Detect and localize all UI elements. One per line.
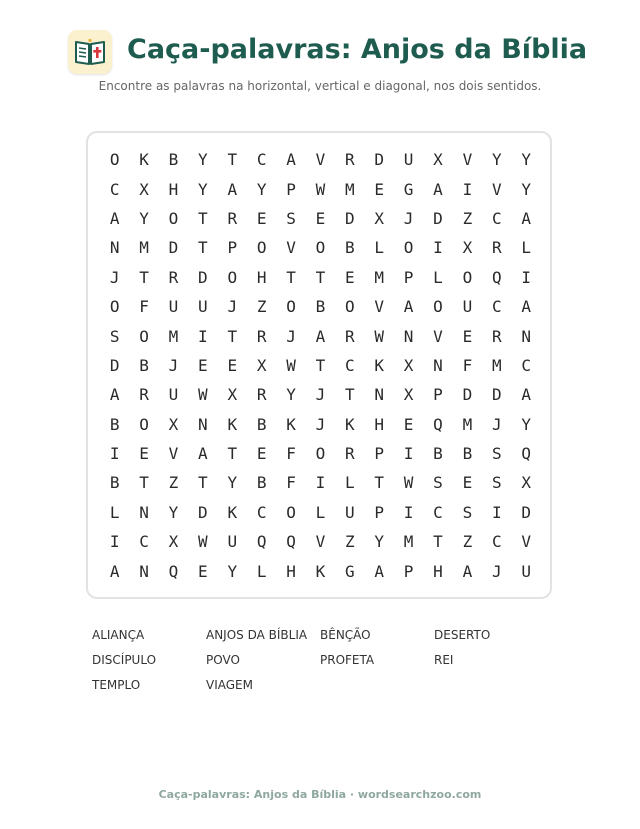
grid-cell[interactable]: U <box>521 561 531 581</box>
grid-cell[interactable]: K <box>286 414 296 434</box>
grid-cell[interactable]: A <box>109 208 120 228</box>
grid-cell[interactable]: Z <box>462 532 473 552</box>
grid-cell[interactable]: V <box>315 532 326 552</box>
grid-cell[interactable]: E <box>198 561 208 581</box>
grid-cell[interactable]: Y <box>521 414 531 434</box>
grid-cell[interactable]: H <box>433 561 443 581</box>
grid-cell[interactable]: F <box>462 355 473 375</box>
grid-cell[interactable]: Y <box>286 385 296 405</box>
grid-cell[interactable]: V <box>433 326 443 346</box>
grid-cell[interactable]: V <box>315 150 326 170</box>
grid-cell[interactable]: P <box>403 267 414 287</box>
grid-cell[interactable]: E <box>315 208 326 228</box>
grid-cell[interactable]: X <box>403 385 414 405</box>
grid-cell[interactable]: B <box>168 150 179 170</box>
word-list-item: VIAGEM <box>206 678 253 692</box>
grid-cell[interactable]: G <box>345 561 355 581</box>
grid-cell[interactable]: N <box>433 355 443 375</box>
grid-cell[interactable]: B <box>345 238 355 258</box>
grid-cell[interactable]: A <box>433 179 443 199</box>
grid-cell[interactable]: L <box>256 561 267 581</box>
grid-cell[interactable]: D <box>521 502 531 522</box>
grid-cell[interactable]: N <box>198 414 208 434</box>
grid-cell[interactable]: Y <box>227 561 238 581</box>
letter-grid <box>100 145 540 585</box>
grid-cell[interactable]: C <box>345 355 355 375</box>
grid-cell[interactable]: N <box>403 326 414 346</box>
grid-cell[interactable]: H <box>374 414 385 434</box>
grid-cell[interactable]: U <box>462 297 473 317</box>
grid-cell[interactable]: I <box>433 238 443 258</box>
grid-cell[interactable]: X <box>139 179 149 199</box>
grid-cell[interactable]: Q <box>168 561 179 581</box>
grid-cell[interactable]: R <box>256 326 267 346</box>
grid-cell[interactable]: J <box>315 385 326 405</box>
grid-cell[interactable]: T <box>227 444 238 464</box>
grid-cell[interactable]: R <box>168 267 179 287</box>
grid-cell[interactable]: Y <box>521 179 531 199</box>
grid-cell[interactable]: A <box>403 297 414 317</box>
grid-cell[interactable]: C <box>256 502 267 522</box>
grid-cell[interactable]: A <box>374 561 385 581</box>
grid-cell[interactable]: B <box>109 414 120 434</box>
grid-cell[interactable]: A <box>286 150 296 170</box>
grid-cell[interactable]: K <box>315 561 326 581</box>
grid-cell[interactable]: L <box>345 473 355 493</box>
grid-cell[interactable]: Y <box>374 532 385 552</box>
grid-cell[interactable]: M <box>345 179 355 199</box>
grid-cell[interactable]: A <box>521 385 531 405</box>
grid-cell[interactable]: D <box>462 385 473 405</box>
grid-cell[interactable]: E <box>403 414 414 434</box>
grid-cell[interactable]: V <box>491 179 502 199</box>
grid-cell[interactable]: B <box>433 444 443 464</box>
grid-cell[interactable]: B <box>315 297 326 317</box>
grid-cell[interactable]: S <box>491 444 502 464</box>
grid-cell[interactable]: J <box>227 297 238 317</box>
grid-cell[interactable]: E <box>374 179 385 199</box>
grid-cell[interactable]: D <box>345 208 355 228</box>
grid-cell[interactable]: S <box>462 502 473 522</box>
grid-cell[interactable]: S <box>286 208 296 228</box>
header <box>0 28 640 76</box>
grid-cell[interactable]: C <box>139 532 149 552</box>
grid-cell[interactable]: P <box>433 385 443 405</box>
grid-cell[interactable]: X <box>462 238 473 258</box>
open-bible-icon <box>74 38 106 66</box>
grid-cell[interactable]: H <box>286 561 296 581</box>
grid-cell[interactable]: I <box>403 502 414 522</box>
logo <box>68 30 112 74</box>
grid-cell[interactable]: V <box>168 444 179 464</box>
grid-cell[interactable]: O <box>168 208 179 228</box>
footer: Caça-palavras: Anjos da Bíblia · wordsearchzoo.com <box>158 788 482 801</box>
grid-cell[interactable]: K <box>345 414 355 434</box>
grid-cell[interactable]: L <box>315 502 326 522</box>
grid-cell[interactable]: T <box>286 267 296 287</box>
grid-cell[interactable]: C <box>491 297 502 317</box>
grid-cell[interactable]: A <box>227 179 238 199</box>
grid-cell[interactable]: D <box>198 502 208 522</box>
grid-cell[interactable]: J <box>168 355 179 375</box>
grid-cell[interactable]: W <box>286 355 296 375</box>
grid-cell[interactable]: O <box>139 414 149 434</box>
grid-cell[interactable]: N <box>139 502 149 522</box>
grid-cell[interactable]: O <box>286 297 296 317</box>
grid-cell[interactable]: E <box>139 444 149 464</box>
grid-cell[interactable]: X <box>521 473 531 493</box>
word-list-item: TEMPLO <box>92 678 141 692</box>
grid-cell[interactable]: O <box>227 267 238 287</box>
grid-cell[interactable]: R <box>345 150 355 170</box>
grid-cell[interactable]: S <box>109 326 120 346</box>
grid-cell[interactable]: Q <box>256 532 267 552</box>
grid-cell[interactable]: N <box>374 385 385 405</box>
grid-cell[interactable]: P <box>286 179 296 199</box>
grid-cell[interactable]: Y <box>227 473 238 493</box>
grid-cell[interactable]: C <box>521 355 531 375</box>
grid-cell[interactable]: O <box>256 238 267 258</box>
grid-cell[interactable]: C <box>433 502 443 522</box>
grid-cell[interactable]: Y <box>198 179 208 199</box>
word-list-item: PROFETA <box>320 653 375 667</box>
grid-cell[interactable]: U <box>168 297 179 317</box>
grid-cell[interactable]: A <box>521 297 531 317</box>
grid-cell[interactable]: N <box>139 561 149 581</box>
grid-cell[interactable]: T <box>345 385 355 405</box>
grid-cell[interactable]: O <box>403 238 414 258</box>
grid-cell[interactable]: T <box>374 473 385 493</box>
grid-cell[interactable]: B <box>139 355 149 375</box>
grid-cell[interactable]: E <box>462 326 473 346</box>
grid-cell[interactable]: U <box>198 297 208 317</box>
grid-cell[interactable]: L <box>521 238 531 258</box>
grid-cell[interactable]: T <box>433 532 443 552</box>
grid-cell[interactable]: B <box>256 414 267 434</box>
word-list-item: ANJOS DA BÍBLIA <box>206 628 308 642</box>
grid-cell[interactable]: Y <box>168 502 179 522</box>
grid-cell[interactable]: R <box>491 326 502 346</box>
word-list-item: ALIANÇA <box>92 628 145 642</box>
grid-cell[interactable]: X <box>433 150 443 170</box>
grid-cell[interactable]: W <box>315 179 326 199</box>
word-list <box>92 628 552 692</box>
grid-cell[interactable]: X <box>374 208 385 228</box>
grid-cell[interactable]: X <box>256 355 267 375</box>
grid-cell[interactable]: V <box>462 150 473 170</box>
grid-cell[interactable]: E <box>256 444 267 464</box>
grid-cell[interactable]: I <box>109 444 120 464</box>
grid-cell[interactable]: I <box>403 444 414 464</box>
grid-cell[interactable]: O <box>315 238 326 258</box>
word-list-item: REI <box>434 653 454 667</box>
grid-cell[interactable]: E <box>198 355 208 375</box>
grid-cell[interactable]: T <box>198 238 208 258</box>
grid-cell[interactable]: T <box>315 267 326 287</box>
grid-cell[interactable]: O <box>345 297 355 317</box>
grid-cell[interactable]: K <box>139 150 149 170</box>
grid-cell[interactable]: Y <box>198 150 208 170</box>
grid-cell[interactable]: X <box>168 532 179 552</box>
grid-cell[interactable]: R <box>345 326 355 346</box>
grid-cell[interactable]: T <box>198 473 208 493</box>
grid-cell[interactable]: T <box>227 150 238 170</box>
grid-cell[interactable]: X <box>168 414 179 434</box>
grid-cell[interactable]: Y <box>491 150 502 170</box>
grid-cell[interactable]: J <box>491 561 502 581</box>
grid-cell[interactable]: A <box>462 561 473 581</box>
grid-cell[interactable]: U <box>345 502 355 522</box>
grid-cell[interactable]: D <box>168 238 179 258</box>
grid-cell[interactable]: B <box>256 473 267 493</box>
grid-cell[interactable]: M <box>139 238 149 258</box>
grid-cell[interactable]: R <box>139 385 149 405</box>
grid-cell[interactable]: J <box>315 414 326 434</box>
grid-cell[interactable]: I <box>491 502 502 522</box>
grid-cell[interactable]: L <box>433 267 443 287</box>
grid-cell[interactable]: Y <box>139 208 149 228</box>
grid-cell[interactable]: O <box>286 502 296 522</box>
grid-cell[interactable]: Z <box>462 208 473 228</box>
grid-cell[interactable]: M <box>403 532 414 552</box>
word-list-item: BÊNÇÃO <box>320 628 371 642</box>
grid-cell[interactable]: D <box>198 267 208 287</box>
grid-cell[interactable]: I <box>198 326 208 346</box>
grid-cell[interactable]: T <box>139 473 149 493</box>
word-list-item: POVO <box>206 653 240 667</box>
grid-cell[interactable]: P <box>374 502 385 522</box>
grid-cell[interactable]: Q <box>491 267 502 287</box>
grid-cell[interactable]: N <box>521 326 531 346</box>
grid-cell[interactable]: C <box>109 179 120 199</box>
instructions: Encontre as palavras na horizontal, vertical e diagonal, nos dois sentidos. <box>98 79 542 93</box>
grid-cell[interactable]: C <box>256 150 267 170</box>
grid-cell[interactable]: O <box>109 150 120 170</box>
grid-cell[interactable]: M <box>374 267 385 287</box>
grid-cell[interactable]: T <box>227 326 238 346</box>
grid-cell[interactable]: T <box>315 355 326 375</box>
grid-cell[interactable]: C <box>491 208 502 228</box>
grid-cell[interactable]: I <box>462 179 473 199</box>
grid-cell[interactable]: E <box>227 355 238 375</box>
grid-cell[interactable]: E <box>462 473 473 493</box>
grid-cell[interactable]: I <box>109 532 120 552</box>
grid-cell[interactable]: U <box>403 150 414 170</box>
grid-cell[interactable]: P <box>403 561 414 581</box>
grid-cell[interactable]: Q <box>286 532 296 552</box>
grid-cell[interactable]: V <box>374 297 385 317</box>
word-list-item: DESERTO <box>434 628 491 642</box>
grid-cell[interactable]: O <box>109 297 120 317</box>
grid-cell[interactable]: Z <box>168 473 179 493</box>
grid-cell[interactable]: C <box>491 532 502 552</box>
grid-cell[interactable]: E <box>256 208 267 228</box>
grid-cell[interactable]: R <box>491 238 502 258</box>
grid-cell[interactable]: W <box>198 385 208 405</box>
grid-cell[interactable]: E <box>345 267 355 287</box>
grid-cell[interactable]: F <box>286 444 296 464</box>
grid-cell[interactable]: X <box>227 385 238 405</box>
grid-cell[interactable]: W <box>374 326 385 346</box>
grid-cell[interactable]: U <box>168 385 179 405</box>
grid-cell[interactable]: A <box>198 444 208 464</box>
grid-cell[interactable]: K <box>227 502 238 522</box>
grid-cell[interactable]: L <box>109 502 120 522</box>
grid-cell[interactable]: J <box>286 326 296 346</box>
grid-cell[interactable]: R <box>227 208 238 228</box>
grid-cell[interactable]: D <box>491 385 502 405</box>
grid-cell[interactable]: O <box>315 444 326 464</box>
grid-cell[interactable]: I <box>521 267 531 287</box>
grid-cell[interactable]: F <box>286 473 296 493</box>
grid-cell[interactable]: H <box>256 267 267 287</box>
grid-cell[interactable]: I <box>315 473 326 493</box>
grid-cell[interactable]: Q <box>433 414 443 434</box>
grid-cell[interactable]: H <box>168 179 179 199</box>
grid-cell[interactable]: J <box>491 414 502 434</box>
grid-cell[interactable]: A <box>109 385 120 405</box>
grid-cell[interactable]: U <box>227 532 238 552</box>
grid-cell[interactable]: W <box>198 532 208 552</box>
grid-cell[interactable]: D <box>433 208 443 228</box>
grid-cell[interactable]: G <box>403 179 414 199</box>
grid-cell[interactable]: Y <box>256 179 267 199</box>
word-list-item: DISCÍPULO <box>92 653 157 667</box>
page-title: Caça-palavras: Anjos da Bíblia <box>127 34 588 65</box>
grid-cell[interactable]: X <box>403 355 414 375</box>
grid-cell[interactable]: T <box>198 208 208 228</box>
grid-cell[interactable]: Z <box>256 297 267 317</box>
grid-cell[interactable]: M <box>491 355 502 375</box>
grid-cell[interactable]: M <box>462 414 473 434</box>
grid-cell[interactable]: V <box>521 532 531 552</box>
grid-cell[interactable]: K <box>227 414 238 434</box>
grid-cell[interactable]: L <box>374 238 385 258</box>
grid-cell[interactable]: Q <box>521 444 531 464</box>
grid-cell[interactable]: A <box>315 326 326 346</box>
grid-cell[interactable]: P <box>227 238 238 258</box>
grid-cell[interactable]: Z <box>345 532 355 552</box>
grid-cell[interactable]: O <box>433 297 443 317</box>
grid-cell[interactable]: V <box>286 238 296 258</box>
grid-cell[interactable]: D <box>109 355 120 375</box>
grid-cell[interactable]: S <box>491 473 502 493</box>
grid-cell[interactable]: B <box>109 473 120 493</box>
grid-cell[interactable]: S <box>433 473 443 493</box>
grid-cell[interactable]: O <box>139 326 149 346</box>
grid-cell[interactable]: A <box>109 561 120 581</box>
grid-cell[interactable]: M <box>168 326 179 346</box>
grid-cell[interactable]: K <box>374 355 385 375</box>
grid-cell[interactable]: J <box>403 208 414 228</box>
grid-cell[interactable]: R <box>256 385 267 405</box>
grid-cell[interactable]: B <box>462 444 473 464</box>
grid-cell[interactable]: T <box>139 267 149 287</box>
grid-cell[interactable]: J <box>109 267 120 287</box>
grid-cell[interactable]: Y <box>521 150 531 170</box>
grid-cell[interactable]: O <box>462 267 473 287</box>
grid-cell[interactable]: N <box>109 238 120 258</box>
grid-cell[interactable]: W <box>403 473 414 493</box>
grid-cell[interactable]: A <box>521 208 531 228</box>
grid-cell[interactable]: D <box>374 150 385 170</box>
grid-cell[interactable]: P <box>374 444 385 464</box>
grid-cell[interactable]: R <box>345 444 355 464</box>
grid-cell[interactable]: F <box>139 297 149 317</box>
